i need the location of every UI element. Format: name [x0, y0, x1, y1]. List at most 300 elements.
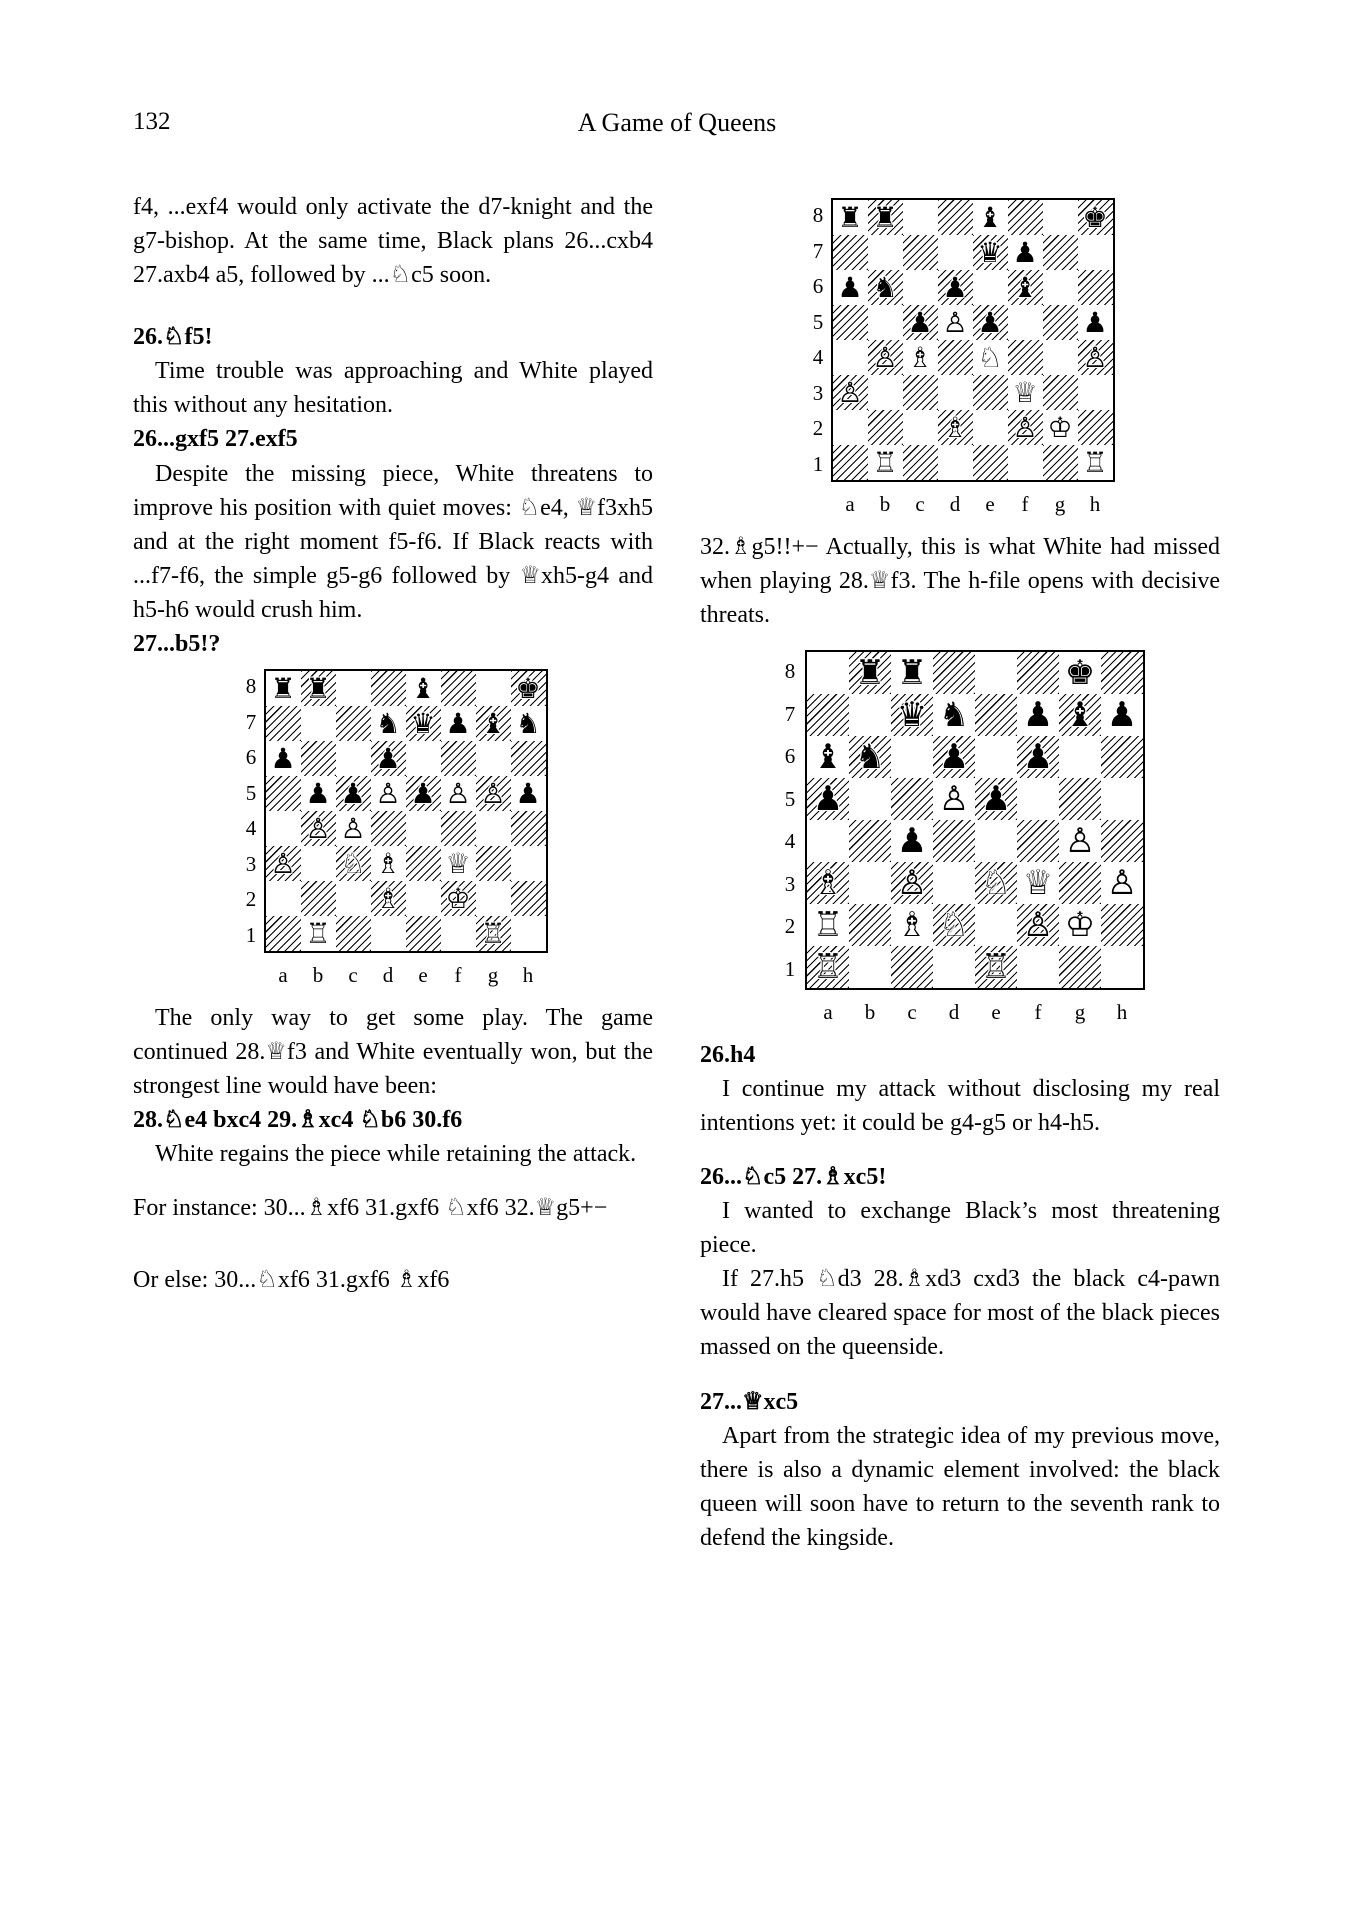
square-b3 [849, 862, 891, 904]
square-h2 [1101, 904, 1143, 946]
square-h7 [1101, 694, 1143, 736]
square-a4 [833, 340, 868, 375]
white-pawn-d5: ♙ [938, 779, 970, 820]
black-pawn-a6: ♟ [837, 270, 863, 304]
black-pawn-c5: ♟ [340, 776, 366, 810]
rank-label-5: 5 [784, 786, 796, 811]
square-h4 [1101, 820, 1143, 862]
square-a1 [833, 445, 868, 480]
square-h5 [1078, 305, 1113, 340]
square-f2 [441, 881, 476, 916]
square-b2 [868, 410, 903, 445]
square-f2 [1008, 410, 1043, 445]
black-rook-b8: ♜ [872, 200, 898, 234]
square-f5 [1017, 778, 1059, 820]
square-c7 [891, 694, 933, 736]
white-rook-b1: ♖ [305, 916, 331, 950]
square-a2 [807, 904, 849, 946]
square-g8 [1059, 652, 1101, 694]
file-labels-top-right [808, 482, 1113, 520]
move-26-Nc5-27-Bxc5: 26...♘c5 27.♗xc5! [700, 1164, 887, 1191]
white-rook-g1: ♖ [480, 916, 506, 950]
rank-label-5: 5 [812, 309, 824, 334]
square-d7 [371, 706, 406, 741]
square-d2 [371, 881, 406, 916]
square-f6 [441, 741, 476, 776]
square-d5 [933, 778, 975, 820]
square-f8 [1017, 652, 1059, 694]
rank-label-2: 2 [784, 914, 796, 939]
square-e2 [975, 904, 1017, 946]
white-pawn-f2: ♙ [1022, 905, 1054, 946]
rank-labels-bottom-right [775, 650, 805, 990]
paragraph-or-else: Or else: 30...♘xf6 31.gxf6 ♗xf6 [133, 1267, 450, 1294]
square-e3 [973, 375, 1008, 410]
black-rook-b8: ♜ [854, 653, 886, 694]
square-d2 [933, 904, 975, 946]
white-king-g2: ♔ [1064, 905, 1096, 946]
square-b2 [301, 881, 336, 916]
label-corner-spacer [777, 990, 807, 1028]
rank-label-6: 6 [812, 274, 824, 299]
black-pawn-c4: ♟ [896, 821, 928, 862]
square-c3 [336, 846, 371, 881]
square-f7 [1017, 694, 1059, 736]
square-f5 [441, 776, 476, 811]
black-knight-d7: ♞ [375, 706, 401, 740]
square-g1 [1059, 946, 1101, 988]
square-h6 [1078, 270, 1113, 305]
square-g4 [1043, 340, 1078, 375]
square-f4 [1017, 820, 1059, 862]
file-label-a: a [845, 492, 855, 516]
white-knight-d2: ♘ [938, 905, 970, 946]
square-b5 [301, 776, 336, 811]
square-c2 [903, 410, 938, 445]
move-27-Qxc5: 27...♕xc5 [700, 1388, 799, 1415]
square-g8 [1043, 200, 1078, 235]
square-d3 [938, 375, 973, 410]
square-c7 [903, 235, 938, 270]
square-e4 [406, 811, 441, 846]
file-label-a: a [823, 1000, 833, 1025]
square-e7 [975, 694, 1017, 736]
square-b4 [868, 340, 903, 375]
rank-label-8: 8 [245, 674, 257, 699]
square-h1 [1101, 946, 1143, 988]
square-f6 [1017, 736, 1059, 778]
file-label-d: d [949, 492, 961, 516]
rank-label-4: 4 [784, 829, 796, 854]
square-h2 [1078, 410, 1113, 445]
square-d4 [938, 340, 973, 375]
square-c3 [891, 862, 933, 904]
square-a7 [266, 706, 301, 741]
paragraph-for-instance: For instance: 30...♗xf6 31.gxf6 ♘xf6 32.♕g5+− [133, 1195, 608, 1222]
rank-label-5: 5 [245, 780, 257, 805]
square-f1 [1017, 946, 1059, 988]
square-d7 [933, 694, 975, 736]
paragraph-missing-piece: Despite the missing piece, White threatens to improve his position with quiet moves: ♘e4, ♕f3xh5 and at the right moment f5-f6. If Black reacts with ...f7-f6, the simple g5-g6 followed by ♕xh5-g4 and h5-h6 would crush him. [133, 460, 653, 623]
file-label-b: b [864, 1000, 876, 1025]
square-g7 [1043, 235, 1078, 270]
paragraph-dynamic-element: Apart from the strategic idea of my previous move, there is also a dynamic element involved: the black queen will soon have to return to the seventh rank to defend the kingside. [700, 1422, 1220, 1551]
rank-label-7: 7 [245, 709, 257, 734]
file-label-f: f [1034, 1000, 1042, 1025]
square-e7 [973, 235, 1008, 270]
square-h1 [1078, 445, 1113, 480]
file-label-d: d [948, 1000, 960, 1025]
black-knight-b6: ♞ [872, 270, 898, 304]
file-labels-left [241, 953, 546, 991]
paragraph-if-27-h5: If 27.h5 ♘d3 28.♗xd3 cxd3 the black c4-pawn would have cleared space for most of the black pieces massed on the queenside. [700, 1266, 1220, 1361]
square-c1 [903, 445, 938, 480]
square-d4 [933, 820, 975, 862]
black-bishop-e8: ♝ [410, 671, 436, 705]
caption-32-Bg5: 32.♗g5!!+− Actually, this is what White had missed when playing 28.♕f3. The h-file opens with decisive threats. [700, 533, 1220, 628]
left-column [133, 190, 653, 1315]
file-label-e: e [985, 492, 995, 516]
square-g7 [476, 706, 511, 741]
move-28-Ne4-line: 28.♘e4 bxc4 29.♗xc4 ♘b6 30.f6 [133, 1107, 463, 1134]
square-b6 [868, 270, 903, 305]
square-c6 [891, 736, 933, 778]
black-pawn-b5: ♟ [305, 776, 331, 810]
square-a5 [807, 778, 849, 820]
square-e6 [973, 270, 1008, 305]
square-g2 [1059, 904, 1101, 946]
square-a6 [266, 741, 301, 776]
square-f7 [1008, 235, 1043, 270]
black-king-g8: ♚ [1064, 653, 1096, 694]
black-queen-e7: ♛ [410, 706, 436, 740]
file-labels-bottom-right [777, 990, 1143, 1028]
square-g5 [476, 776, 511, 811]
square-h8 [1078, 200, 1113, 235]
white-bishop-c2: ♗ [896, 905, 928, 946]
black-knight-b6: ♞ [854, 737, 886, 778]
file-label-g: g [1074, 1000, 1086, 1025]
square-c5 [903, 305, 938, 340]
square-f8 [441, 671, 476, 706]
diagram-left [133, 669, 653, 991]
white-pawn-d5: ♙ [942, 305, 968, 339]
rank-labels-left [239, 669, 264, 953]
square-d1 [938, 445, 973, 480]
white-pawn-g4: ♙ [1064, 821, 1096, 862]
square-a4 [266, 811, 301, 846]
square-g1 [1043, 445, 1078, 480]
square-h5 [511, 776, 546, 811]
square-a8 [833, 200, 868, 235]
square-h4 [1078, 340, 1113, 375]
square-f5 [1008, 305, 1043, 340]
square-h8 [1101, 652, 1143, 694]
square-e4 [973, 340, 1008, 375]
square-g2 [1043, 410, 1078, 445]
black-pawn-e5: ♟ [410, 776, 436, 810]
square-a8 [266, 671, 301, 706]
black-pawn-f6: ♟ [1022, 737, 1054, 778]
square-b6 [301, 741, 336, 776]
square-a4 [807, 820, 849, 862]
label-corner-spacer [241, 953, 266, 991]
square-g6 [476, 741, 511, 776]
square-b5 [849, 778, 891, 820]
square-h3 [1101, 862, 1143, 904]
square-a8 [807, 652, 849, 694]
file-label-h: h [1116, 1000, 1128, 1025]
right-column [700, 190, 1220, 1555]
black-pawn-f7: ♟ [1022, 695, 1054, 736]
white-bishop-d2: ♗ [942, 410, 968, 444]
square-b1 [868, 445, 903, 480]
square-e8 [975, 652, 1017, 694]
white-pawn-b4: ♙ [872, 340, 898, 374]
file-label-d: d [382, 963, 394, 988]
square-c5 [891, 778, 933, 820]
black-rook-c8: ♜ [896, 653, 928, 694]
file-label-g: g [1054, 492, 1066, 516]
black-knight-h7: ♞ [515, 706, 541, 740]
file-label-c: c [907, 1000, 917, 1025]
file-label-b: b [879, 492, 891, 516]
rank-label-3: 3 [812, 380, 824, 405]
white-bishop-c4: ♗ [907, 340, 933, 374]
rank-label-7: 7 [812, 238, 824, 263]
black-pawn-a5: ♟ [812, 779, 844, 820]
black-rook-a8: ♜ [270, 671, 296, 705]
white-pawn-f2: ♙ [1012, 410, 1038, 444]
file-label-e: e [418, 963, 428, 988]
file-label-f: f [454, 963, 462, 988]
square-c6 [336, 741, 371, 776]
square-a6 [833, 270, 868, 305]
square-g7 [1059, 694, 1101, 736]
square-h7 [511, 706, 546, 741]
page-number: 132 [133, 108, 171, 135]
paragraph-regains-piece: White regains the piece while retaining the attack. [155, 1141, 637, 1168]
file-label-a: a [278, 963, 288, 988]
square-e6 [406, 741, 441, 776]
black-pawn-f7: ♟ [1012, 235, 1038, 269]
file-label-b: b [312, 963, 324, 988]
square-b5 [868, 305, 903, 340]
rank-label-7: 7 [784, 701, 796, 726]
rank-label-2: 2 [812, 416, 824, 441]
square-f3 [1017, 862, 1059, 904]
white-king-f2: ♔ [445, 881, 471, 915]
square-f4 [1008, 340, 1043, 375]
paragraph-time-trouble: Time trouble was approaching and White played this without any hesitation. [133, 358, 653, 419]
square-d6 [933, 736, 975, 778]
square-f3 [1008, 375, 1043, 410]
rank-label-3: 3 [784, 871, 796, 896]
square-a1 [807, 946, 849, 988]
square-h4 [511, 811, 546, 846]
square-b7 [849, 694, 891, 736]
black-pawn-d6: ♟ [942, 270, 968, 304]
diagram-bottom-right [700, 650, 1220, 1028]
white-pawn-c4: ♙ [340, 811, 366, 845]
square-b8 [849, 652, 891, 694]
rank-label-6: 6 [245, 745, 257, 770]
square-b3 [301, 846, 336, 881]
diagram-top-right [700, 198, 1220, 520]
square-d1 [933, 946, 975, 988]
square-b1 [849, 946, 891, 988]
square-c8 [903, 200, 938, 235]
square-g8 [476, 671, 511, 706]
rank-label-2: 2 [245, 887, 257, 912]
file-label-e: e [991, 1000, 1001, 1025]
square-e1 [975, 946, 1017, 988]
white-rook-a2: ♖ [812, 905, 844, 946]
square-g6 [1043, 270, 1078, 305]
white-pawn-h3: ♙ [1106, 863, 1138, 904]
square-e3 [975, 862, 1017, 904]
square-h3 [1078, 375, 1113, 410]
square-b8 [868, 200, 903, 235]
black-pawn-e5: ♟ [977, 305, 1003, 339]
black-pawn-d6: ♟ [375, 741, 401, 775]
white-pawn-a3: ♙ [837, 375, 863, 409]
square-g3 [1043, 375, 1078, 410]
square-f8 [1008, 200, 1043, 235]
square-d1 [371, 916, 406, 951]
square-a7 [833, 235, 868, 270]
black-king-h8: ♚ [515, 671, 541, 705]
black-pawn-c5: ♟ [907, 305, 933, 339]
square-d8 [933, 652, 975, 694]
square-d3 [371, 846, 406, 881]
square-h7 [1078, 235, 1113, 270]
paragraph-only-way: The only way to get some play. The game continued 28.♕f3 and White eventually won, but the strongest line would have been: [133, 1004, 653, 1099]
square-d7 [938, 235, 973, 270]
square-d6 [371, 741, 406, 776]
square-c1 [336, 916, 371, 951]
square-c8 [891, 652, 933, 694]
white-rook-e1: ♖ [980, 947, 1012, 988]
black-bishop-a6: ♝ [812, 737, 844, 778]
rank-label-4: 4 [245, 816, 257, 841]
white-bishop-d2: ♗ [375, 881, 401, 915]
square-a5 [266, 776, 301, 811]
square-c7 [336, 706, 371, 741]
square-h3 [511, 846, 546, 881]
square-e1 [973, 445, 1008, 480]
move-27-b5: 27...b5!? [133, 630, 221, 657]
square-c2 [336, 881, 371, 916]
square-h6 [1101, 736, 1143, 778]
square-e8 [406, 671, 441, 706]
square-c5 [336, 776, 371, 811]
square-f7 [441, 706, 476, 741]
square-h5 [1101, 778, 1143, 820]
file-label-h: h [522, 963, 534, 988]
black-queen-e7: ♛ [977, 235, 1003, 269]
move-26-Nf5: 26.♘f5! [133, 324, 213, 351]
square-c4 [336, 811, 371, 846]
chess-board-bottom-right [805, 650, 1145, 990]
black-rook-a8: ♜ [837, 200, 863, 234]
black-pawn-h5: ♟ [1082, 305, 1108, 339]
square-a5 [833, 305, 868, 340]
move-26-h4: 26.h4 [700, 1041, 756, 1068]
square-d3 [933, 862, 975, 904]
black-knight-d7: ♞ [938, 695, 970, 736]
square-e5 [406, 776, 441, 811]
square-h8 [511, 671, 546, 706]
black-queen-c7: ♛ [896, 695, 928, 736]
black-pawn-h7: ♟ [1106, 695, 1138, 736]
square-b4 [849, 820, 891, 862]
square-c3 [903, 375, 938, 410]
white-rook-a1: ♖ [812, 947, 844, 988]
square-c4 [891, 820, 933, 862]
black-rook-b8: ♜ [305, 671, 331, 705]
square-h2 [511, 881, 546, 916]
paragraph-intro: f4, ...exf4 would only activate the d7-knight and the g7-bishop. At the same time, Black plans 26...cxb4 27.axb4 a5, followed by ...♘c5 soon. [133, 194, 653, 289]
white-king-g2: ♔ [1047, 410, 1073, 444]
square-f1 [1008, 445, 1043, 480]
square-f2 [1017, 904, 1059, 946]
file-label-g: g [487, 963, 499, 988]
square-a1 [266, 916, 301, 951]
square-e2 [406, 881, 441, 916]
white-knight-c3: ♘ [340, 846, 366, 880]
move-26-gxf5-27-exf5: 26...gxf5 27.exf5 [133, 426, 298, 453]
square-e5 [973, 305, 1008, 340]
square-g5 [1059, 778, 1101, 820]
square-c8 [336, 671, 371, 706]
square-f4 [441, 811, 476, 846]
rank-label-1: 1 [784, 956, 796, 981]
file-label-f: f [1021, 492, 1029, 516]
file-label-h: h [1089, 492, 1101, 516]
square-e2 [973, 410, 1008, 445]
square-a3 [266, 846, 301, 881]
rank-labels-top-right [806, 198, 831, 482]
square-f1 [441, 916, 476, 951]
square-c1 [891, 946, 933, 988]
square-e4 [975, 820, 1017, 862]
black-king-h8: ♚ [1082, 200, 1108, 234]
square-a2 [266, 881, 301, 916]
black-pawn-e5: ♟ [980, 779, 1012, 820]
square-b8 [301, 671, 336, 706]
square-b3 [868, 375, 903, 410]
black-pawn-h5: ♟ [515, 776, 541, 810]
square-b2 [849, 904, 891, 946]
white-bishop-a3: ♗ [812, 863, 844, 904]
square-e8 [973, 200, 1008, 235]
white-pawn-c3: ♙ [896, 863, 928, 904]
file-label-c: c [348, 963, 358, 988]
running-title: A Game of Queens [577, 108, 777, 137]
chess-board-top-right [831, 198, 1115, 482]
square-a7 [807, 694, 849, 736]
rank-label-6: 6 [784, 744, 796, 769]
white-pawn-a3: ♙ [270, 846, 296, 880]
square-g5 [1043, 305, 1078, 340]
square-g6 [1059, 736, 1101, 778]
square-g3 [476, 846, 511, 881]
rank-label-8: 8 [812, 203, 824, 227]
square-c4 [903, 340, 938, 375]
rank-label-4: 4 [812, 345, 824, 370]
rank-label-3: 3 [245, 851, 257, 876]
